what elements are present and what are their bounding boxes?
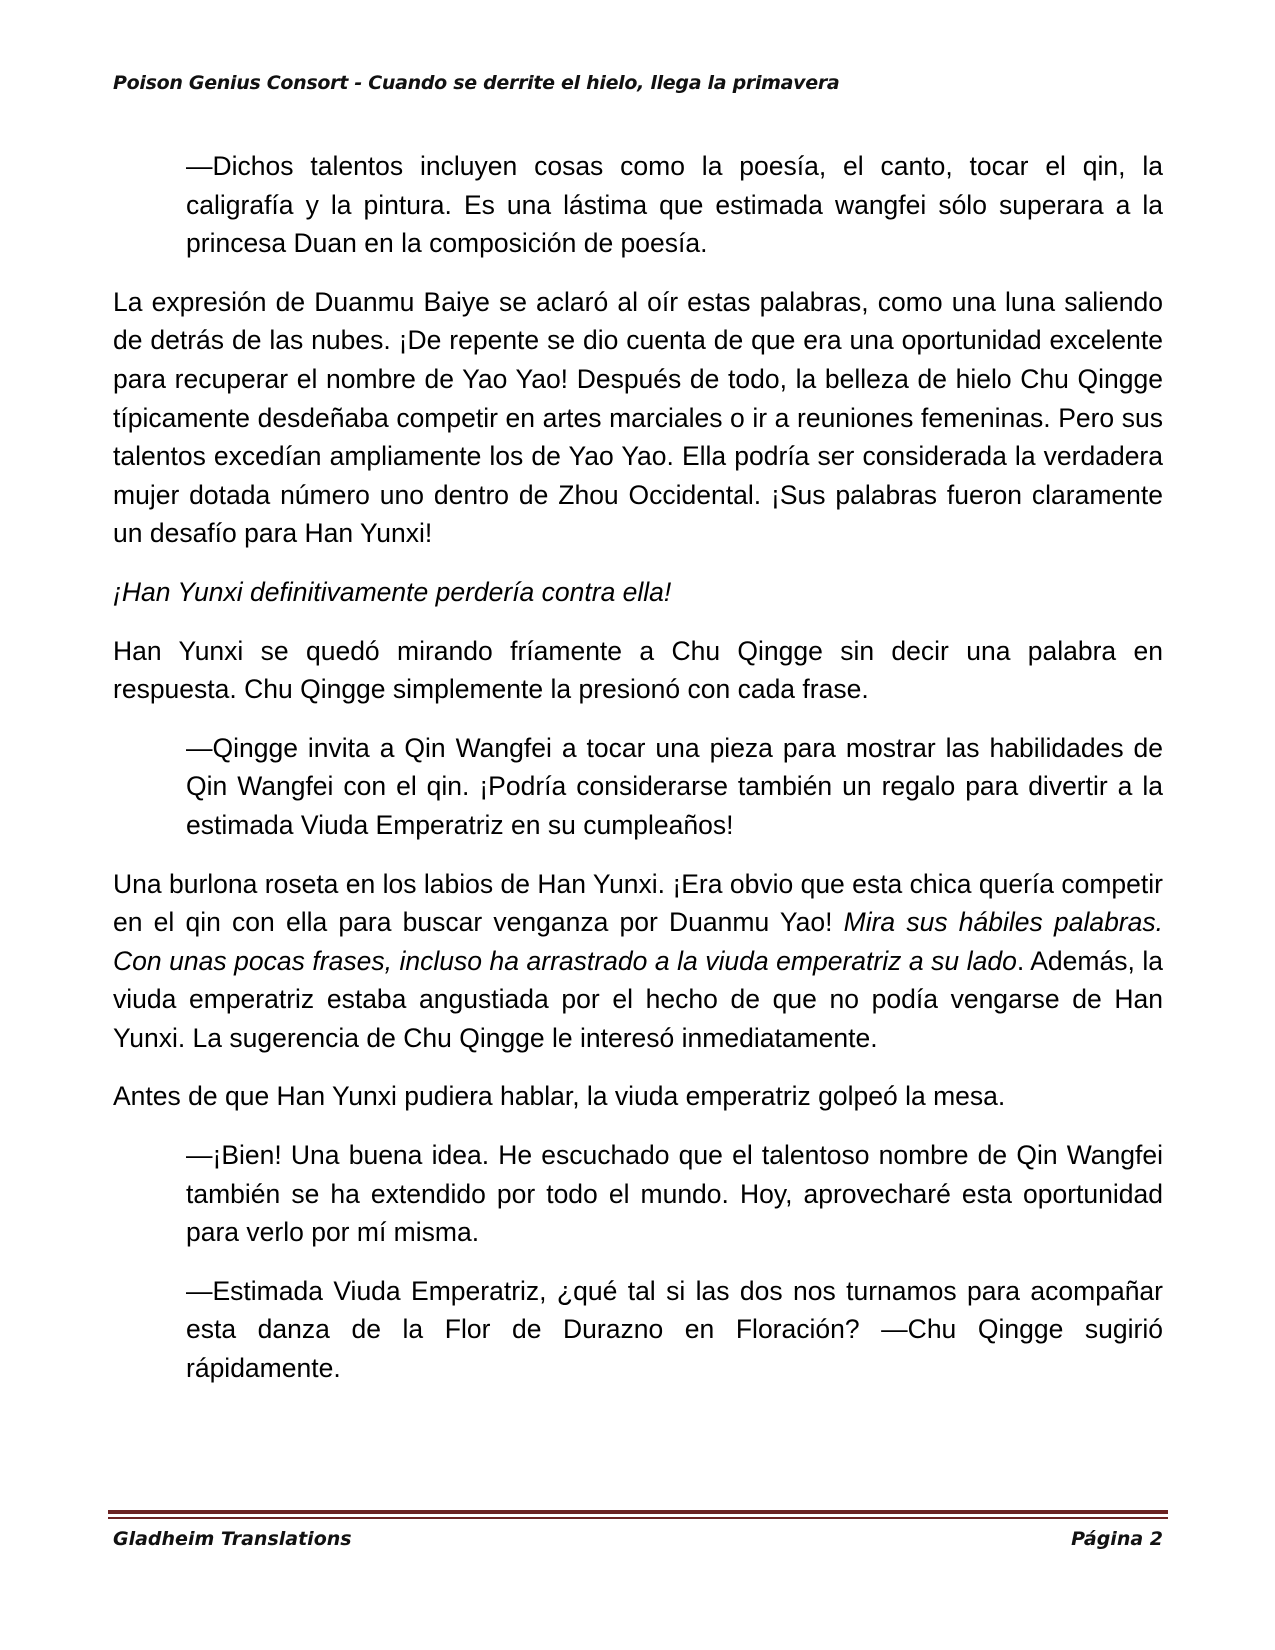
thought-paragraph: ¡Han Yunxi definitivamente perdería contra ella! bbox=[113, 576, 672, 607]
narrative-text: . Además, la viuda emperatriz estaba angustiada por el hecho de que no podía vengarse de Han Yunxi. La sugerencia de Chu Qingge le interesó inmediatamente. bbox=[113, 945, 1163, 1053]
italic-thought-text: Mira sus hábiles palabras. Con unas pocas frases, incluso ha arrastrado a la viuda emperatriz a su lado bbox=[113, 907, 1163, 976]
page-header: Poison Genius Consort - Cuando se derrite el hielo, llega la primavera bbox=[113, 72, 840, 94]
footer-rule-thin bbox=[108, 1517, 1168, 1519]
dialogue-paragraph: —Dichos talentos incluyen cosas como la poesía, el canto, tocar el qin, la caligrafía y la pintura. Es una lástima que estimada wangfei sólo superara a la princesa Duan en la composición de poesía. bbox=[186, 151, 1163, 259]
narrative-paragraph: Han Yunxi se quedó mirando fríamente a Chu Qingge sin decir una palabra en respuesta. Chu Qingge simplemente la presionó con cada frase. bbox=[113, 635, 1163, 705]
narrative-paragraph: Antes de que Han Yunxi pudiera hablar, la viuda emperatriz golpeó la mesa. bbox=[113, 1081, 1006, 1112]
narrative-paragraph: La expresión de Duanmu Baiye se aclaró al oír estas palabras, como una luna saliendo de detrás de las nubes. ¡De repente se dio cuenta de que era una oportunidad excelente para recuperar el nombre de Yao Yao! Después de todo, la belleza de hielo Chu Qingge típicamente desdeñaba competir en artes marciales o ir a reuniones femeninas. Pero sus talentos excedían ampliamente los de Yao Yao. Ella podría ser considerada la verdadera mujer dotada número uno dentro de Zhou Occidental. ¡Sus palabras fueron claramente un desafío para Han Yunxi! bbox=[113, 286, 1163, 549]
narrative-text: Una burlona roseta en los labios de Han Yunxi. ¡Era obvio que esta chica quería competir en el qin con ella para buscar venganza por Duanmu Yao! bbox=[113, 868, 1163, 938]
body-text bbox=[113, 147, 1163, 1408]
dialogue-paragraph: —Qingge invita a Qin Wangfei a tocar una pieza para mostrar las habilidades de Qin Wangfei con el qin. ¡Podría considerarse también un regalo para divertir a la estimada Viuda Emperatriz en su cumpleaños! bbox=[186, 732, 1163, 840]
footer-publisher: Gladheim Translations bbox=[113, 1528, 352, 1550]
narrative-paragraph bbox=[113, 865, 1163, 1058]
page-footer bbox=[113, 1528, 1163, 1550]
dialogue-paragraph: —Estimada Viuda Emperatriz, ¿qué tal si las dos nos turnamos para acompañar esta danza de la Flor de Durazno en Floración? —Chu Qingge sugirió rápidamente. bbox=[186, 1275, 1163, 1384]
footer-rule bbox=[108, 1510, 1168, 1514]
page-number: Página 2 bbox=[1071, 1528, 1163, 1550]
dialogue-paragraph: —¡Bien! Una buena idea. He escuchado que el talentoso nombre de Qin Wangfei también se ha extendido por todo el mundo. Hoy, aprovecharé esta oportunidad para verlo por mí misma. bbox=[186, 1140, 1163, 1248]
